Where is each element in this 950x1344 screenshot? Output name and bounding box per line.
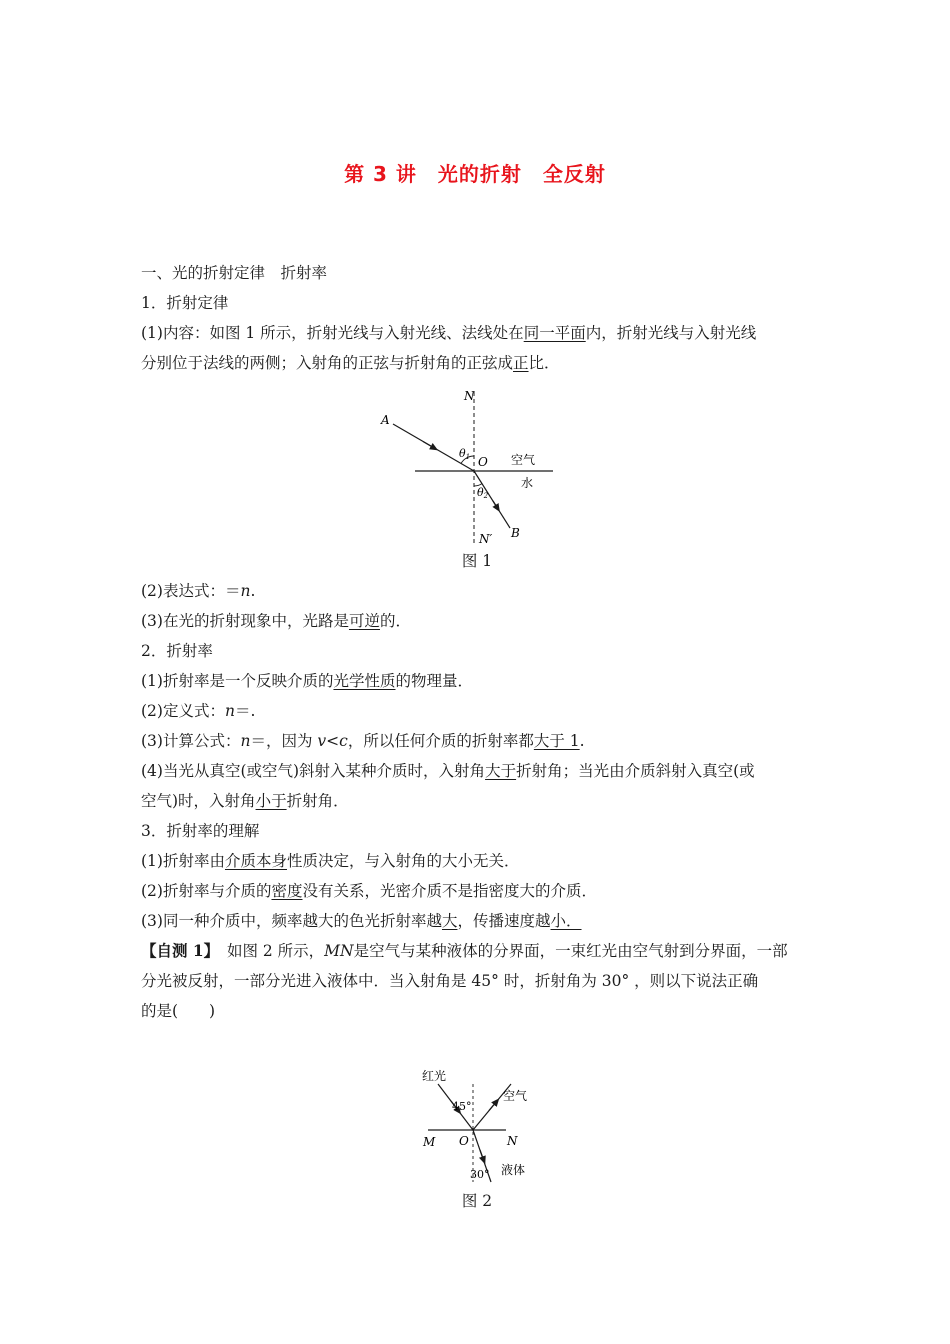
text-segment: 没有关系，光密介质不是指密度大的介质．: [302, 882, 597, 900]
selftest-line3: 的是( ): [141, 1002, 216, 1020]
text-segment: (3)在光的折射现象中，光路是: [141, 612, 349, 630]
variable-MN: MN: [324, 942, 354, 960]
underlined-answer: 可逆: [348, 612, 380, 630]
text-segment: 比．: [528, 354, 560, 372]
variable-v: v: [317, 732, 327, 750]
variable-c: c: [339, 732, 348, 750]
law-heading: 1．折射定律: [141, 294, 229, 312]
selftest-tag: 【自测 1】: [141, 941, 212, 960]
figure-2: [141, 1066, 813, 1186]
label-red-light: 红光: [422, 1069, 447, 1083]
index-line5: [141, 786, 813, 816]
selftest-line1: [141, 936, 813, 966]
understanding-heading: 3．折射率的理解: [141, 822, 260, 840]
label-theta2: θ2: [477, 486, 489, 500]
figure-1-caption: 图 1: [461, 552, 493, 570]
underlined-answer: 小．: [550, 912, 582, 930]
reflection-refraction-diagram: [141, 1066, 813, 1186]
underlined-answer: 大于 1: [533, 732, 580, 750]
text-segment: 如图 2 所示，: [211, 942, 325, 960]
text-segment: (1)折射率是一个反映介质的: [141, 672, 334, 690]
selftest-line2: 分光被反射，一部分光进入液体中．当入射角是 45° 时，折射角为 30° ，则以下说法正确: [141, 972, 759, 990]
text-segment: (2)表达式：＝: [141, 582, 241, 600]
label-water: 水: [521, 476, 534, 490]
text-segment: ，传播速度越: [457, 912, 551, 930]
reflected-arrow: [489, 1101, 497, 1111]
law-content-line2: [141, 348, 813, 378]
law-reversible: [141, 606, 813, 636]
underlined-answer: 大于: [485, 762, 517, 780]
variable-n: n: [240, 582, 251, 600]
refracted-arrow: [480, 1150, 484, 1161]
label-N: N: [507, 1134, 518, 1148]
incident-arrow: [423, 442, 435, 449]
index-line3: [141, 726, 813, 756]
less-than-sign: <: [326, 732, 340, 750]
text-segment: (1)折射率由: [141, 852, 225, 870]
underlined-answer: 介质本身: [224, 852, 287, 870]
label-B: B: [511, 526, 520, 540]
variable-n: n: [240, 732, 251, 750]
label-N-prime: N′: [479, 532, 493, 546]
text-segment: .: [250, 582, 256, 600]
text-segment: 折射角；当光由介质斜射入真空(或: [516, 762, 755, 780]
underlined-answer: 小于: [255, 792, 287, 810]
text-segment: (2)折射率与介质的: [141, 882, 272, 900]
refracted-ray: [474, 471, 510, 528]
index-line1: [141, 666, 813, 696]
text-segment: 的．: [379, 612, 411, 630]
label-air: 空气: [511, 453, 536, 467]
text-segment: 是空气与某种液体的分界面，一束红光由空气射到分界面，一部: [353, 942, 788, 960]
text-segment: .: [579, 732, 585, 750]
label-45-degrees: 45°: [452, 1100, 472, 1113]
understanding-line3: [141, 906, 813, 936]
text-segment: (1)内容：如图 1 所示，折射光线与入射光线、法线处在: [141, 324, 524, 342]
label-O: O: [478, 455, 488, 469]
label-N: N: [464, 389, 475, 403]
text-segment: (3)计算公式：: [141, 732, 241, 750]
understanding-line2: [141, 876, 813, 906]
label-M: M: [423, 1135, 436, 1149]
text-segment: ，所以任何介质的折射率都: [347, 732, 534, 750]
label-30-degrees: 30°: [470, 1168, 490, 1181]
law-content-line1: [141, 318, 813, 348]
text-segment: (2)定义式：: [141, 702, 225, 720]
text-segment: 分别位于法线的两侧；入射角的正弦与折射角的正弦成: [141, 354, 514, 372]
text-segment: 折射角．: [286, 792, 349, 810]
text-segment: 的物理量．: [395, 672, 473, 690]
index-line2: [141, 696, 813, 726]
figure-1: [141, 378, 813, 546]
text-segment: 空气)时，入射角: [141, 792, 256, 810]
text-segment: 性质决定，与入射角的大小无关．: [286, 852, 520, 870]
label-O: O: [459, 1134, 469, 1148]
figure-2-caption: 图 2: [461, 1192, 493, 1210]
law-expression: [141, 576, 813, 606]
text-segment: 内，折射光线与入射光线: [585, 324, 757, 342]
underlined-answer: 正: [513, 354, 529, 372]
underlined-answer: 光学性质: [333, 672, 396, 690]
text-segment: ＝.: [234, 702, 256, 720]
label-A: A: [381, 413, 390, 427]
underlined-answer: 密度: [271, 882, 303, 900]
label-air: 空气: [503, 1089, 528, 1103]
underlined-answer: 大: [441, 912, 458, 930]
refraction-diagram: [141, 378, 813, 546]
label-liquid: 液体: [501, 1163, 526, 1177]
content-body: [141, 258, 813, 1216]
section-heading: 一、光的折射定律 折射率: [141, 264, 328, 282]
text-segment: (3)同一种介质中，频率越大的色光折射率越: [141, 912, 442, 930]
refracted-arrow: [493, 501, 498, 509]
understanding-line1: [141, 846, 813, 876]
index-line4: [141, 756, 813, 786]
text-segment: ＝，因为: [250, 732, 318, 750]
page-title: 第 3 讲 光的折射 全反射: [344, 162, 606, 186]
underlined-answer: 同一平面: [523, 324, 586, 342]
label-theta1: θ1: [459, 447, 471, 461]
text-segment: (4)当光从真空(或空气)斜射入某种介质时，入射角: [141, 762, 486, 780]
variable-n: n: [224, 702, 235, 720]
index-heading: 2．折射率: [141, 642, 213, 660]
